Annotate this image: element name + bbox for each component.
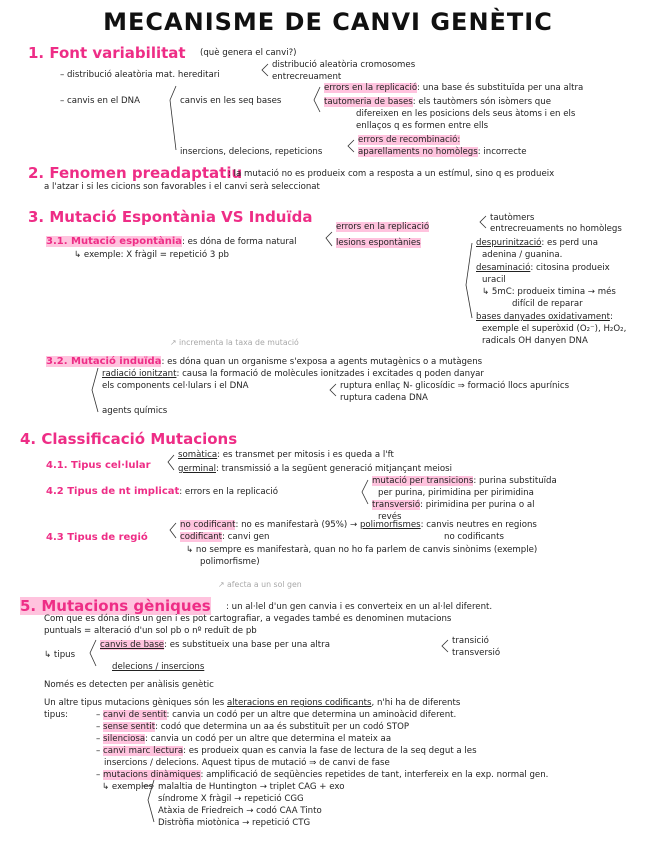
ex-2: síndrome X fràgil → repetició CGG <box>158 794 304 804</box>
taut-3: tautòmers <box>490 213 535 223</box>
silenc: – silenciosa: canvia un codó per un altre que determina el mateix aa <box>96 734 392 744</box>
ex-1: malaltia de Huntington → triplet CAG + exo <box>158 782 345 792</box>
section-2-heading: 2. Fenomen preadaptatiu <box>28 164 243 182</box>
taut-3: enllaços q es formen entre ells <box>356 121 489 131</box>
rot-1: ruptura enllaç N- glicosídic ⇒ formació llocs apurínics <box>340 381 570 391</box>
s5-text-1: : un al·lel d'un gen canvia i es converteix en un al·lel diferent. <box>226 602 493 612</box>
sub-4-3: 4.3 Tipus de regió <box>46 532 148 543</box>
transicio: transició <box>452 636 489 646</box>
entre-3: entrecreuaments no homòlegs <box>490 224 622 234</box>
page-title: MECANISME DE CANVI GENÈTIC <box>103 8 553 36</box>
ex-3: Atàxia de Friedreich → codó CAA Tinto <box>158 806 322 816</box>
dist-b: entrecreuament <box>272 72 342 82</box>
ex-4: Distròfia miotònica → repetició CTG <box>158 818 311 828</box>
recomb: errors de recombinació: <box>358 135 461 145</box>
agents: agents químics <box>102 406 168 416</box>
taut: tautomeria de bases: els tautòmers són isòmers que <box>324 97 551 107</box>
nocod: no codificant: no es manifestarà (95%) → polimorfismes: canvis neutres en regions <box>180 520 537 530</box>
soma: somàtica: es transmet per mitosis i es queda a l'ft <box>178 450 394 460</box>
cod-2: ↳ no sempre es manifestarà, quan no ho fa parlem de canvis sinònims (exemple) <box>186 545 538 555</box>
depur-2: adenina / guanina. <box>482 250 563 260</box>
afecta-note: ↗ afecta a un sol gen <box>218 580 302 589</box>
dist-a: distribució aleatòria cromosomes <box>272 60 416 70</box>
section-3-heading: 3. Mutació Espontània VS Induïda <box>28 208 313 226</box>
section-2-text-1: : la mutació no es produeix com a resposta a un estímul, sino q es produeix <box>228 169 555 179</box>
s5-text-2: Com que es dóna dins un gen i es pot cartografiar, a vegades també es denominen mutacions <box>44 614 452 624</box>
desam-2: uracil <box>482 275 506 285</box>
poli-2: no codificants <box>444 532 504 542</box>
sub-3-1-example: ↳ exemple: X fràgil = repetició 3 pb <box>74 250 229 260</box>
section-1-heading: 1. Font variabilitat <box>28 44 186 62</box>
s5-text-3: puntuals = alteració d'un sol pb o nº reduït de pb <box>44 626 257 636</box>
marc-2: insercions / delecions. Aquest tipus de mutació ⇒ de canvi de fase <box>104 758 390 768</box>
s5-tipus: ↳ tipus <box>44 650 76 660</box>
desam: desaminació: citosina produeix <box>476 263 610 273</box>
incr-note: ↗ incrementa la taxa de mutació <box>170 338 299 347</box>
bases-2: exemple el superòxid (O₂⁻), H₂O₂, <box>482 324 627 334</box>
bases: bases danyades oxidativament: <box>476 312 613 322</box>
transversio: transversió <box>452 648 501 658</box>
sub-3-1: 3.1. Mutació espontània: es dóna de forma natural <box>46 236 297 247</box>
trans: mutació per transicions: purina substituïda <box>372 476 557 486</box>
sub-4-1: 4.1. Tipus cel·lular <box>46 460 151 471</box>
trans-2: per purina, pirimidina per pirimidina <box>378 488 534 498</box>
sub-4-2: 4.2 Tipus de nt implicat: errors en la replicació <box>46 486 278 497</box>
desam-4: difícil de reparar <box>512 299 583 309</box>
dist-label: – distribució aleatòria mat. hereditari <box>60 70 220 80</box>
dna-label: – canvis en el DNA <box>60 96 140 106</box>
sentit: – canvi de sentit: canvia un codó per un altre que determina un aminoàcid diferent. <box>96 710 457 720</box>
germ: germinal: transmissió a la següent generació mitjançant meiosi <box>178 464 452 474</box>
canvis-base: canvis de base: es substitueix una base per una altra <box>100 640 330 650</box>
err-repl: errors en la replicació: una base és substituïda per una altra <box>324 83 584 93</box>
sense: – sense sentit: codó que determina un aa és substituït per un codó STOP <box>96 722 410 732</box>
section-5-heading: 5. Mutacions gèniques <box>20 597 211 615</box>
rad-2: els components cel·lulars i el DNA <box>102 381 249 391</box>
marc: – canvi marc lectura: es produeix quan es canvia la fase de lectura de la seq degut a les <box>96 746 477 756</box>
tipus2: tipus: <box>44 710 69 720</box>
altres: Un altre tipus mutacions gèniques són les alteracions en regions codificants, n'hi ha de diferents <box>44 698 461 708</box>
section-1-note: (què genera el canvi?) <box>200 48 297 58</box>
err-repl-3: errors en la replicació <box>336 222 430 232</box>
rad: radiació ionitzant: causa la formació de molècules ionitzades i excitades q poden danyar <box>102 369 484 379</box>
apar: aparellaments no homòlegs: incorrecte <box>358 147 527 157</box>
bases-3: radicals OH danyen DNA <box>482 336 588 346</box>
section-4-heading: 4. Classificació Mutacions <box>20 430 238 448</box>
depur: despurinització: es perd una <box>476 238 598 248</box>
section-2-text-2: a l'atzar i si les cicions son favorables i el canvi serà seleccionat <box>44 182 320 192</box>
exemples: ↳ exemples <box>102 782 154 792</box>
seq-label: canvis en les seq bases <box>180 96 282 106</box>
din: – mutacions dinàmiques: amplificació de seqüències repetides de tant, interfereix en la exp. normal gen. <box>96 770 549 780</box>
transv: transversió: pirimidina per purina o al <box>372 500 535 510</box>
sub-3-2: 3.2. Mutació induïda: es dóna quan un organisme s'exposa a agents mutagènics o a mutàgens <box>46 356 483 367</box>
cod-3: polimorfisme) <box>200 557 260 567</box>
cod: codificant: canvi gen <box>180 532 270 542</box>
ins-label: insercions, delecions, repeticions <box>180 147 323 157</box>
lesions: lesions espontànies <box>336 238 421 248</box>
desam-3: ↳ 5mC: produeix timina → més <box>482 287 616 297</box>
taut-2: difereixen en les posicions dels seus àtoms i en els <box>356 109 576 119</box>
nomes: Només es detecten per anàlisis genètic <box>44 680 214 690</box>
rot-2: ruptura cadena DNA <box>340 393 428 403</box>
transv-2: revés <box>378 512 402 522</box>
delec: delecions / insercions <box>112 662 205 672</box>
